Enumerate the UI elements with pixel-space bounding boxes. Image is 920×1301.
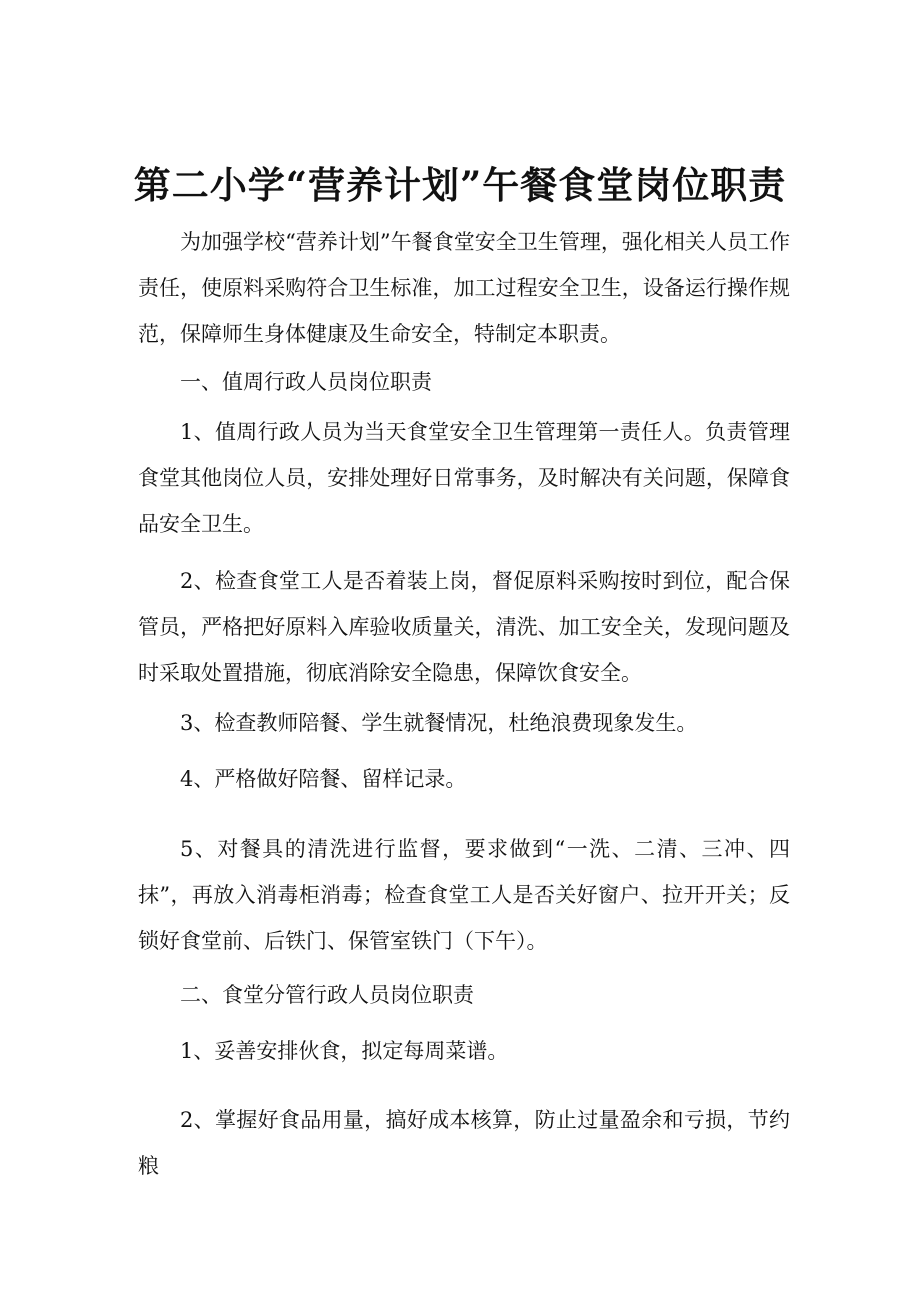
section-one-item-3: 3、检查教师陪餐、学生就餐情况，杜绝浪费现象发生。	[180, 711, 698, 735]
section-one-item-4: 4、严格做好陪餐、留样记录。	[180, 767, 467, 791]
section-two-item-1: 1、妥善安排伙食，拟定每周菜谱。	[180, 1039, 509, 1063]
section-two-item-2: 2、掌握好食品用量，搞好成本核算，防止过量盈余和亏损，节约粮	[138, 1108, 790, 1178]
section-one-heading: 一、值周行政人员岗位职责	[180, 370, 432, 394]
section-two-heading: 二、食堂分管行政人员岗位职责	[180, 983, 474, 1007]
section-one-item-1: 1、值周行政人员为当天食堂安全卫生管理第一责任人。负责管理食堂其他岗位人员，安排处理好日常事务，及时解决有关问题，保障食品安全卫生。	[138, 420, 790, 536]
intro-paragraph: 为加强学校“营养计划”午餐食堂安全卫生管理，强化相关人员工作责任，使原料采购符合卫生标准，加工过程安全卫生，设备运行操作规范，保障师生身体健康及生命安全，特制定本职责。	[138, 230, 790, 346]
section-one-item-5: 5、对餐具的清洗进行监督，要求做到“一洗、二清、三冲、四抹”，再放入消毒柜消毒；检查食堂工人是否关好窗户、拉开开关；反锁好食堂前、后铁门、保管室铁门（下午）。	[138, 837, 790, 953]
section-one-item-2: 2、检查食堂工人是否着装上岗，督促原料采购按时到位，配合保管员，严格把好原料入库验收质量关，清洗、加工安全关，发现问题及时采取处置措施，彻底消除安全隐患，保障饮食安全。	[138, 569, 790, 685]
document-title: 第二小学“营养计划”午餐食堂岗位职责	[133, 162, 787, 207]
